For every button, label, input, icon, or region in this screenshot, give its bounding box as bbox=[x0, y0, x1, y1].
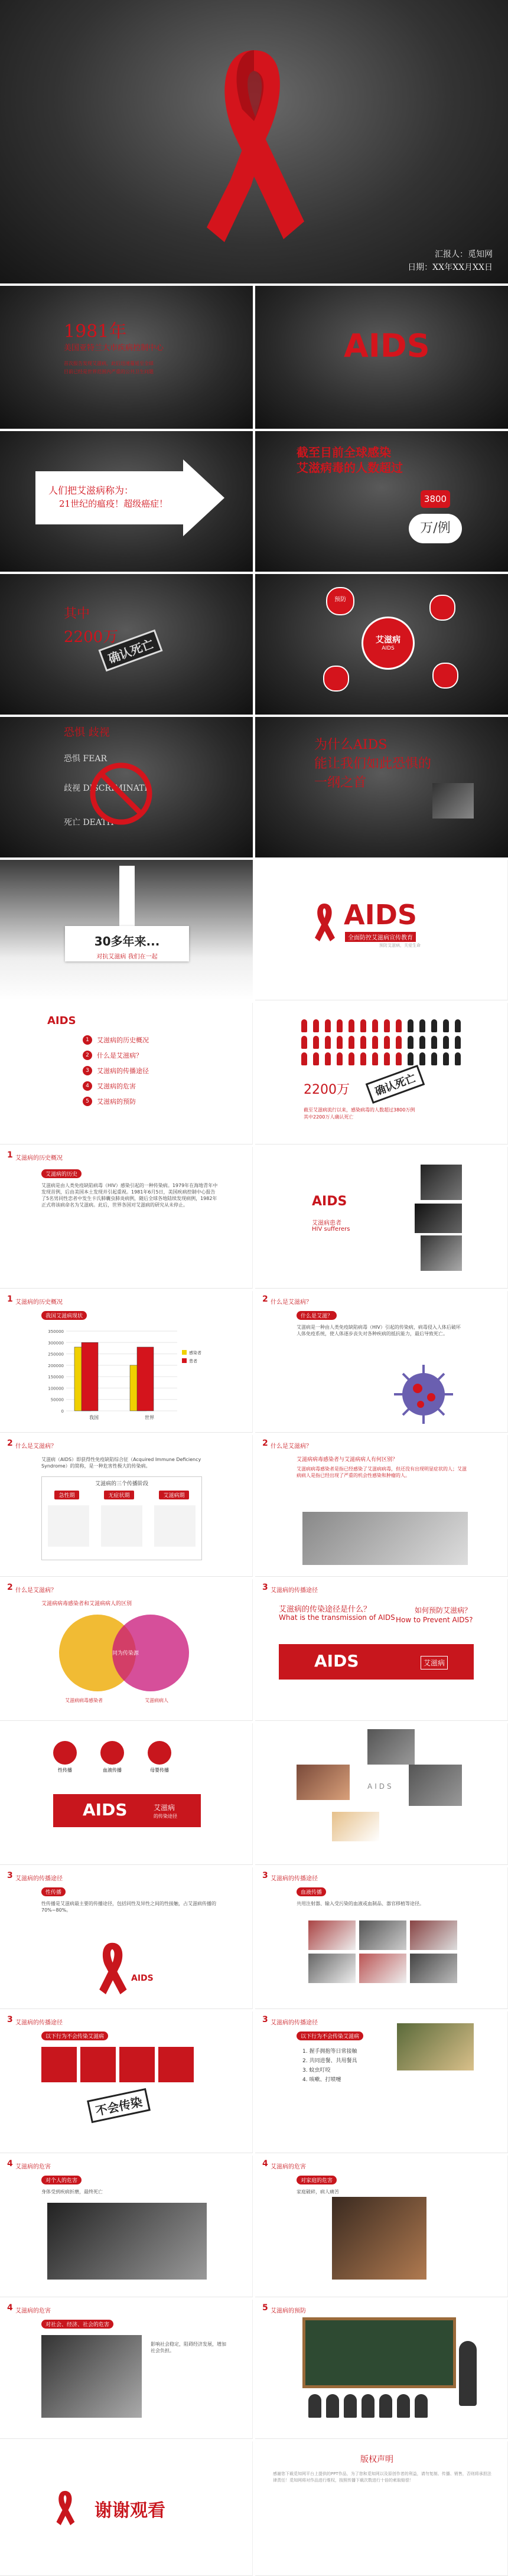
toc-title: AIDS bbox=[47, 1015, 76, 1027]
person-icon bbox=[337, 1052, 343, 1065]
sex-icon bbox=[53, 1741, 77, 1765]
toc-num: 3 bbox=[83, 1066, 92, 1075]
society-para: 影响社会稳定，阻碍经济发展，增加社会负担。 bbox=[151, 2342, 226, 2353]
personal-para: 身体受到疾病折磨，最终死亡 bbox=[41, 2189, 103, 2195]
chalkboard bbox=[302, 2317, 456, 2388]
person-icon bbox=[313, 1036, 319, 1049]
collage-2 bbox=[297, 1765, 350, 1800]
slide-why bbox=[255, 717, 508, 857]
center-label: 艾滋病 bbox=[376, 635, 400, 645]
blood-photo-2 bbox=[359, 1920, 406, 1950]
count-title-1: 截至目前全球感染 bbox=[297, 445, 391, 459]
x-tick-label: 我国 bbox=[89, 1415, 99, 1420]
no-transmit-pill: 以下行为不会传染艾滋病 bbox=[41, 2032, 108, 2040]
person-icon bbox=[301, 1052, 307, 1065]
person-icon bbox=[360, 1052, 366, 1065]
personal-photo bbox=[47, 2203, 207, 2280]
sufferers-cap: 艾滋病患者 bbox=[312, 1220, 341, 1227]
circle-4 bbox=[323, 666, 349, 692]
list-item: 4. 咳嗽、打喷嚏 bbox=[302, 2077, 341, 2083]
stage-2: 无症状期 bbox=[104, 1491, 133, 1499]
slide-stages: 2 什么是艾滋病？ 艾滋病（AIDS）即获得性免疫缺陷综合征（Acquired Immune Deficiency Syndrome）的简称，是一种危害性极大的传染病。 艾滋病的三个传播阶段 急性期 无症状期 艾滋病期 bbox=[0, 1435, 253, 1577]
grid-number: 2200万 bbox=[304, 1082, 350, 1097]
slide-transmission-icons bbox=[0, 1723, 253, 1865]
person-icon bbox=[301, 1019, 307, 1032]
slide-no-transmit: 3 艾滋病的传播途径 以下行为不会传染艾滋病 不会传染 bbox=[0, 2011, 253, 2153]
sex-pill: 性传播 bbox=[41, 1887, 66, 1896]
toc-list bbox=[83, 1032, 149, 1109]
aids-big-text: AIDS bbox=[344, 327, 430, 364]
person-icon bbox=[384, 1019, 390, 1032]
slide-toc bbox=[0, 1003, 253, 1144]
circle-3 bbox=[432, 663, 458, 689]
q2-en: How to Prevent AIDS? bbox=[396, 1616, 473, 1624]
count-title-2: 艾滋病毒的人数超过 bbox=[297, 461, 403, 475]
slide-thanks bbox=[0, 2441, 253, 2576]
teacher-figure bbox=[459, 2341, 477, 2406]
person-icon bbox=[419, 1052, 425, 1065]
difference-para: 艾滋病病毒感染者是指已经感染了艾滋病病毒，但还没有出现明显症状的人；艾滋病病人是指已经出现了严重的机会性感染和肿瘤的人。 bbox=[297, 1466, 467, 1478]
slide-blood-transmission: 3 艾滋病的传播途径 血液传播 共用注射器、输入受污染的血液或血制品、器官移植等途径。 bbox=[255, 1867, 508, 2009]
slide-plague bbox=[0, 431, 253, 572]
slide-30years bbox=[0, 860, 253, 1000]
blood-photo-1 bbox=[308, 1920, 356, 1950]
copyright-title: 版权声明 bbox=[360, 2455, 393, 2464]
legend-label: 感染者 bbox=[189, 1351, 201, 1355]
plague-text-2: 21世纪的瘟疫！超级癌症！ bbox=[59, 498, 168, 509]
slide-photo-collage bbox=[255, 1723, 508, 1865]
person-icon bbox=[419, 1036, 425, 1049]
grid-stamp: 确认死亡 bbox=[366, 1065, 425, 1104]
family-pill: 对家庭的危害 bbox=[297, 2176, 337, 2184]
society-photo bbox=[41, 2335, 142, 2418]
slide-no-transmit-list: 3 艾滋病的传播途径 以下行为不会传染艾滋病 1. 握手拥抱等日常接触 2. 共同进餐、共用餐具 3. 蚊虫叮咬 4. 咳嗽、打喷嚏 bbox=[255, 2011, 508, 2153]
blood-icon bbox=[100, 1741, 124, 1765]
slide-aids-logo bbox=[255, 860, 508, 1000]
slide-history: 1 艾滋病的历史概况 艾滋病的历史 艾滋病是由人类免疫缺陷病毒（HIV）感染引起的一种传染病。1979年在海地青年中发现首例，后由美国本土发现并引起重视。1981年6月5日，美国疾病控制中心报告了5名男同性恋者中发生卡氏肺囊虫肺炎病例，随后全球各地陆续发现病例，1982年正式将该病命名为艾滋病。此后，世界各国对艾滋病的研究从未停止。 bbox=[0, 1147, 253, 1289]
why-line-2: 能让我们如此恐惧的 bbox=[314, 757, 432, 771]
what-pill: 什么是艾滋？ bbox=[297, 1311, 337, 1320]
slide-harm-society: 4 艾滋病的危害 对社会、经济、社会的危害 影响社会稳定，阻碍经济发展，增加社会负担。 bbox=[0, 2300, 253, 2439]
stages-para: 艾滋病（AIDS）即获得性免疫缺陷综合征（Acquired Immune Deficiency Syndrome）的简称，是一种危害性极大的传染病。 bbox=[41, 1457, 201, 1469]
person-icon bbox=[360, 1036, 366, 1049]
strip-tag2: 的传染途径 bbox=[154, 1814, 177, 1819]
section-title: 什么是艾滋病？ bbox=[271, 1443, 312, 1450]
toc-item[interactable] bbox=[83, 1063, 149, 1078]
person-icon bbox=[455, 1052, 461, 1065]
section-title: 艾滋病的历史概况 bbox=[15, 1299, 63, 1306]
person-icon bbox=[408, 1019, 413, 1032]
audience-row bbox=[308, 2394, 428, 2418]
photo-2 bbox=[415, 1204, 462, 1233]
slide-harm-family: 4 艾滋病的危害 对家庭的危害 家庭破碎，病人痛苦 bbox=[255, 2156, 508, 2297]
person-icon bbox=[313, 1052, 319, 1065]
aids-logo-text: AIDS bbox=[344, 899, 418, 931]
person-icon bbox=[396, 1019, 402, 1032]
y-tick-label: 350000 bbox=[48, 1329, 64, 1334]
person-icon bbox=[384, 1052, 390, 1065]
bar bbox=[137, 1347, 154, 1411]
person-icon bbox=[372, 1052, 378, 1065]
person-icon bbox=[372, 1019, 378, 1032]
legend-swatch bbox=[182, 1358, 187, 1363]
photo-1 bbox=[421, 1165, 462, 1200]
stage-3: 艾滋病期 bbox=[159, 1491, 188, 1499]
blood-pill: 血液传播 bbox=[297, 1887, 326, 1896]
center-sub: AIDS bbox=[382, 645, 395, 651]
no-transmit-list bbox=[302, 2047, 357, 2085]
legend-label: 患者 bbox=[189, 1359, 197, 1364]
q2-cn: 如何预防艾滋病？ bbox=[415, 1606, 472, 1615]
blood-photo-6 bbox=[410, 1954, 457, 1983]
thirty-title: 30多年来... bbox=[94, 934, 160, 948]
no-transmit-stamp: 不会传染 bbox=[87, 2088, 151, 2123]
y-tick-label: 250000 bbox=[48, 1352, 64, 1357]
list-item: 2. 共同进餐、共用餐具 bbox=[302, 2058, 357, 2064]
death-stamp: 确认死亡 bbox=[98, 630, 162, 672]
num-2200: 2200万 bbox=[64, 628, 119, 646]
toc-label: 艾滋病的传播途径 bbox=[97, 1067, 149, 1075]
photo-patient bbox=[432, 783, 474, 819]
bar-chart bbox=[35, 1326, 213, 1424]
person-icon bbox=[325, 1052, 331, 1065]
thanks-text: 谢谢观看 bbox=[95, 2500, 165, 2521]
x-tick-label: 世界 bbox=[145, 1415, 154, 1420]
aids-logo-sub2: 预防艾滋病，关爱生命 bbox=[379, 943, 421, 948]
y-tick-label: 100000 bbox=[48, 1386, 64, 1391]
person-icon bbox=[349, 1036, 354, 1049]
stages-box-title: 艾滋病的三个传播阶段 bbox=[95, 1481, 148, 1487]
family-para: 家庭破碎，病人痛苦 bbox=[297, 2189, 339, 2195]
collage-aids: AIDS bbox=[367, 1782, 394, 1791]
venn-right-label: 艾滋病病人 bbox=[145, 1698, 168, 1703]
icon-label: 性传播 bbox=[58, 1768, 72, 1773]
toc-label: 什么是艾滋病？ bbox=[97, 1052, 142, 1059]
legend-swatch bbox=[182, 1350, 187, 1355]
person-icon bbox=[443, 1052, 449, 1065]
what-para: 艾滋病是一种由人类免疫缺陷病毒（HIV）引起的传染病，病毒侵入人体后破坏人体免疫系统，使人体逐步丧失对各种疾病的抵抗能力，最后导致死亡。 bbox=[297, 1325, 461, 1336]
slide-3800 bbox=[255, 431, 508, 572]
history-pill: 艾滋病的历史 bbox=[41, 1169, 82, 1178]
ribbon-mid-icon bbox=[95, 1938, 130, 1997]
person-icon bbox=[360, 1019, 366, 1032]
person-icon bbox=[325, 1019, 331, 1032]
section-title: 艾滋病的传播途径 bbox=[15, 1876, 63, 1882]
sex-aids: AIDS bbox=[131, 1974, 154, 1983]
aids-banner bbox=[279, 1644, 474, 1680]
person-icon bbox=[431, 1052, 437, 1065]
date-text: 日期：XX年XX月XX日 bbox=[408, 263, 493, 272]
slide-chart: 1 艾滋病的历史概况 我国艾滋病现状 350000 300000 250000 200000 150000 100000 50000 0 我国 世界 感染者 患者 bbox=[0, 1291, 253, 1433]
blood-photo-4 bbox=[308, 1954, 356, 1983]
section-title: 艾滋病的危害 bbox=[271, 2164, 306, 2170]
collage-3 bbox=[409, 1765, 462, 1806]
top-circle: 预防 bbox=[326, 587, 354, 615]
y-tick-label: 50000 bbox=[50, 1397, 64, 1403]
stage-1: 急性期 bbox=[54, 1491, 79, 1499]
red-ribbon-icon bbox=[195, 38, 313, 251]
collage-4 bbox=[332, 1812, 379, 1841]
sufferers-aids: AIDS bbox=[312, 1194, 347, 1209]
blood-para: 共用注射器、输入受污染的血液或血制品、器官移植等途径。 bbox=[297, 1901, 424, 1906]
cover-slide bbox=[0, 0, 508, 283]
why-line-1: 为什么AIDS bbox=[314, 738, 387, 752]
person-icon bbox=[443, 1019, 449, 1032]
venn-left-label: 艾滋病病毒感染者 bbox=[65, 1698, 103, 1703]
thirty-sub: 对抗艾滋病 我们在一起 bbox=[96, 954, 158, 960]
section-title: 艾滋病的传播途径 bbox=[271, 2020, 318, 2026]
toc-num: 1 bbox=[83, 1035, 92, 1045]
slide-venn: 2 什么是艾滋病？ 艾滋病病毒感染者和艾滋病病人的区别 同为传染源 艾滋病病毒感染者 艾滋病病人 bbox=[0, 1579, 253, 1721]
light-beam bbox=[119, 866, 135, 931]
venn-mid-label: 同为传染源 bbox=[112, 1651, 139, 1657]
slide-1981 bbox=[0, 286, 253, 429]
aids-strip bbox=[53, 1794, 201, 1827]
section-title: 艾滋病的传播途径 bbox=[271, 1876, 318, 1882]
slide-sex-transmission: 3 艾滋病的传播途径 性传播 性传播是艾滋病最主要的传播途径，包括同性及异性之间的性接触，占艾滋病传播的70%~80%。 AIDS bbox=[0, 1867, 253, 2009]
toc-num: 4 bbox=[83, 1081, 92, 1091]
y-tick-label: 150000 bbox=[48, 1375, 64, 1380]
slide-prevention: 5 艾滋病的预防 bbox=[255, 2300, 508, 2439]
section-title: 什么是艾滋病？ bbox=[15, 1443, 57, 1450]
toc-label: 艾滋病的危害 bbox=[97, 1082, 136, 1090]
person-icon bbox=[349, 1019, 354, 1032]
ribbon-end-icon bbox=[53, 2489, 77, 2526]
title-card bbox=[65, 926, 189, 961]
slide-fear bbox=[0, 717, 253, 857]
red-panel-row bbox=[41, 2047, 194, 2082]
stages-box bbox=[41, 1476, 202, 1560]
list-item: 3. 蚊虫叮咬 bbox=[302, 2068, 331, 2073]
strip-tag: 艾滋病 bbox=[154, 1804, 175, 1812]
difference-sub: 艾滋病病毒感染者与艾滋病病人有何区别？ bbox=[297, 1457, 398, 1463]
photo-hands bbox=[302, 1512, 468, 1565]
toc-item[interactable] bbox=[83, 1032, 149, 1048]
slide-aids-dark bbox=[255, 286, 508, 429]
virus-icon bbox=[391, 1362, 456, 1427]
slide-2200 bbox=[0, 574, 253, 715]
society-pill: 对社会、经济、社会的危害 bbox=[41, 2320, 113, 2329]
person-icon bbox=[419, 1019, 425, 1032]
person-icon bbox=[301, 1036, 307, 1049]
banner-stamp: 艾滋病 bbox=[421, 1656, 448, 1669]
slide-what-is: 2 什么是艾滋病？ 什么是艾滋？ 艾滋病是一种由人类免疫缺陷病毒（HIV）引起的传染病，病毒侵入人体后破坏人体免疫系统，使人体逐步丧失对各种疾病的抵抗能力，最后导致死亡。 bbox=[255, 1291, 508, 1433]
family-photo bbox=[332, 2197, 426, 2280]
person-icon bbox=[337, 1036, 343, 1049]
reporter-text: 汇报人：觅知网 bbox=[435, 250, 493, 259]
venn-sub: 艾滋病病毒感染者和艾滋病病人的区别 bbox=[41, 1601, 132, 1607]
slide-circle-diagram bbox=[255, 574, 508, 715]
slide-questions: 3 艾滋病的传播途径 艾滋病的传染途径是什么？ What is the transmission of AIDS 如何预防艾滋病？ How to Prevent AIDS? AIDS 艾滋病 bbox=[255, 1579, 508, 1721]
section-title: 艾滋病的危害 bbox=[15, 2308, 51, 2314]
no-sign-icon bbox=[89, 761, 154, 826]
section-title: 艾滋病的预防 bbox=[271, 2308, 306, 2314]
person-icon bbox=[431, 1019, 437, 1032]
chart-pill: 我国艾滋病现状 bbox=[41, 1311, 87, 1320]
discriminate-text: 歧视 DISCRIMINATE bbox=[64, 784, 151, 793]
person-icon bbox=[372, 1036, 378, 1049]
person-icon bbox=[337, 1019, 343, 1032]
person-icon bbox=[431, 1036, 437, 1049]
mother-icon bbox=[148, 1741, 171, 1765]
person-icon bbox=[408, 1052, 413, 1065]
section-title: 艾滋病的传播途径 bbox=[271, 1587, 318, 1594]
toc-num: 5 bbox=[83, 1097, 92, 1106]
person-icon bbox=[443, 1036, 449, 1049]
slide-sufferers bbox=[255, 1147, 508, 1289]
death-text: 死亡 DEATH bbox=[64, 818, 114, 827]
toc-label: 艾滋病的历史概况 bbox=[97, 1036, 149, 1044]
section-title: 艾滋病的传播途径 bbox=[15, 2020, 63, 2026]
plague-text-1: 人们把艾滋病称为： bbox=[48, 485, 134, 496]
center-circle bbox=[362, 617, 415, 670]
toc-item[interactable] bbox=[83, 1094, 149, 1109]
y-tick-label: 0 bbox=[61, 1409, 64, 1414]
y-tick-label: 300000 bbox=[48, 1341, 64, 1346]
toc-label: 艾滋病的预防 bbox=[97, 1098, 136, 1106]
strip-aids: AIDS bbox=[83, 1800, 128, 1819]
blood-photo-3 bbox=[410, 1920, 457, 1950]
section-title: 什么是艾滋病？ bbox=[15, 1587, 57, 1594]
fear-title: 恐惧 歧视 bbox=[64, 726, 110, 739]
toc-item[interactable] bbox=[83, 1048, 149, 1063]
aids-logo-sub: 全面防控艾滋病宣传教育 bbox=[345, 932, 416, 942]
line-1: 美国亚特兰大市疾病控制中心 bbox=[64, 344, 164, 353]
section-title: 艾滋病的历史概况 bbox=[15, 1155, 63, 1162]
fear-text: 恐惧 FEAR bbox=[64, 754, 108, 764]
section-title: 艾滋病的危害 bbox=[15, 2164, 51, 2170]
grid-caption-2: 其中2200万人确认死亡 bbox=[304, 1114, 354, 1120]
slide-people-grid bbox=[255, 1003, 508, 1144]
bar bbox=[82, 1342, 98, 1411]
sex-para: 性传播是艾滋病最主要的传播途径，包括同性及异性之间的性接触，占艾滋病传播的70%~80%。 bbox=[41, 1901, 216, 1913]
count-box: 3800 bbox=[421, 490, 450, 508]
toc-item[interactable] bbox=[83, 1078, 149, 1094]
line-3: 目前已经是世界范围内严重的公共卫生问题 bbox=[64, 369, 154, 374]
unit-box: 万/例 bbox=[409, 514, 462, 543]
circle-2 bbox=[429, 595, 455, 621]
y-tick-label: 200000 bbox=[48, 1363, 64, 1368]
icon-label: 母婴传播 bbox=[150, 1768, 169, 1773]
banner-aids: AIDS bbox=[314, 1651, 359, 1671]
history-para: 艾滋病是由人类免疫缺陷病毒（HIV）感染引起的一种传染病。1979年在海地青年中发现首例，后由美国本土发现并引起重视。1981年6月5日，美国疾病控制中心报告了5名男同性恋者中发生卡氏肺囊虫肺炎病例，随后全球各地陆续发现病例，1982年正式将该病命名为艾滋病。此后，世界各国对艾滋病的研究从未停止。 bbox=[41, 1183, 218, 1208]
slide-copyright bbox=[255, 2441, 508, 2576]
person-icon bbox=[313, 1019, 319, 1032]
collage-1 bbox=[367, 1729, 415, 1765]
year-text: 1981年 bbox=[64, 321, 127, 342]
blood-photo-5 bbox=[359, 1954, 406, 1983]
toc-num: 2 bbox=[83, 1051, 92, 1060]
photo-3 bbox=[421, 1235, 462, 1271]
line-2: 首次报告发现艾滋病，此后迅速蔓延至全球 bbox=[64, 361, 154, 366]
person-icon bbox=[325, 1036, 331, 1049]
person-icon bbox=[455, 1019, 461, 1032]
section-title: 什么是艾滋病？ bbox=[271, 1299, 312, 1306]
list-item: 1. 握手拥抱等日常接触 bbox=[302, 2049, 357, 2055]
copyright-para: 感谢您下载觅知网平台上提供的PPT作品，为了您和觅知网以及原创作者的利益，请勿复制、传播、销售，否则将承担法律责任！觅知网将对作品进行维权，按照传播下载次数进行十倍的索取赔偿！ bbox=[273, 2471, 491, 2483]
sufferers-cap2: HIV sufferers bbox=[312, 1226, 350, 1232]
ribbon-small-icon bbox=[311, 901, 337, 943]
q1-cn: 艾滋病的传染途径是什么？ bbox=[279, 1605, 372, 1614]
label-qizhong: 其中 bbox=[64, 606, 90, 621]
q1-en: What is the transmission of AIDS bbox=[279, 1613, 395, 1622]
person-icon bbox=[384, 1036, 390, 1049]
personal-pill: 对个人的危害 bbox=[41, 2176, 82, 2184]
person-icon bbox=[455, 1036, 461, 1049]
grid-caption-1: 截至艾滋病流行以来，感染病毒的人数超过3800万例 bbox=[304, 1107, 415, 1113]
person-icon bbox=[408, 1036, 413, 1049]
slide-difference: 2 什么是艾滋病？ 艾滋病病毒感染者与艾滋病病人有何区别？ 艾滋病病毒感染者是指已经感染了艾滋病病毒，但还没有出现明显症状的人；艾滋病病人是指已经出现了严重的机会性感染和肿瘤的人。 bbox=[255, 1435, 508, 1577]
list-pill: 以下行为不会传染艾滋病 bbox=[297, 2032, 363, 2040]
person-icon bbox=[396, 1052, 402, 1065]
icon-label: 血液传播 bbox=[103, 1768, 122, 1773]
why-line-3: 一纲之首 bbox=[314, 775, 367, 790]
mosquito-photo bbox=[397, 2023, 474, 2070]
slide-harm-personal: 4 艾滋病的危害 对个人的危害 身体受到疾病折磨，最终死亡 bbox=[0, 2156, 253, 2297]
person-icon bbox=[396, 1036, 402, 1049]
person-icon bbox=[349, 1052, 354, 1065]
